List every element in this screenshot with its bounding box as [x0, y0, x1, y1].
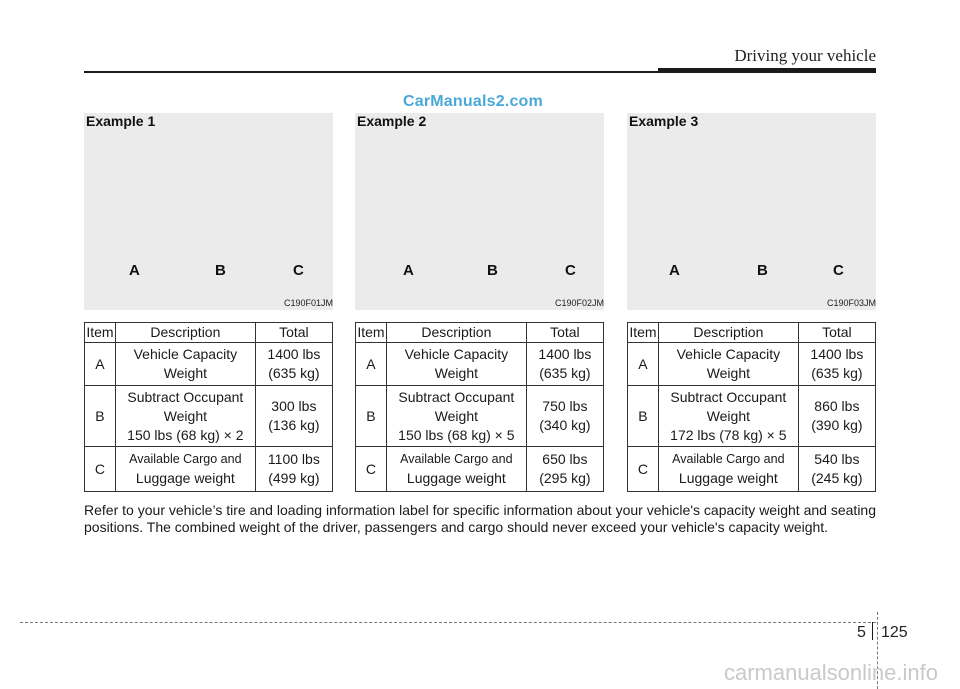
total-lbs: 1400 lbs — [267, 346, 321, 362]
table-row — [356, 343, 604, 386]
col-item: Item — [628, 323, 659, 343]
example-2-table — [355, 322, 604, 492]
page-number: 125 — [881, 624, 908, 641]
figure-labels — [84, 262, 333, 280]
total-lbs: 300 lbs — [271, 398, 317, 414]
label-a: A — [669, 262, 680, 279]
col-description: Description — [386, 323, 526, 343]
col-description: Description — [658, 323, 798, 343]
table-row — [85, 386, 333, 447]
example-1-table — [84, 322, 333, 492]
total-lbs: 540 lbs — [814, 451, 860, 467]
desc-line: Weight — [434, 407, 479, 424]
total-kg: (390 kg) — [811, 417, 863, 433]
figure-code: C190F02JM — [554, 298, 604, 308]
total-lbs: 1400 lbs — [538, 346, 592, 362]
example-title: Example 3 — [629, 113, 699, 129]
example-2-figure — [355, 113, 604, 310]
figure-labels — [355, 262, 604, 280]
desc-line: Weight — [706, 407, 751, 424]
total-lbs: 1100 lbs — [267, 451, 320, 467]
desc-line: Weight — [163, 407, 208, 424]
cell-description — [115, 386, 255, 447]
label-b: B — [487, 262, 498, 279]
desc-line: Available Cargo and — [400, 452, 513, 466]
figure-code: C190F01JM — [283, 298, 333, 308]
page-chapter: 5 — [857, 624, 866, 641]
total-lbs: 1400 lbs — [810, 346, 864, 362]
cell-total — [255, 343, 332, 386]
total-kg: (295 kg) — [539, 470, 591, 486]
cell-description — [658, 343, 798, 386]
label-a: A — [129, 262, 140, 279]
cell-item: B — [356, 386, 387, 447]
table-row — [356, 447, 604, 492]
total-kg: (136 kg) — [268, 417, 320, 433]
cell-item: B — [628, 386, 659, 447]
desc-line: 150 lbs (68 kg) × 2 — [127, 426, 244, 443]
example-title: Example 1 — [86, 113, 156, 129]
total-lbs: 750 lbs — [542, 398, 588, 414]
total-kg: (499 kg) — [268, 470, 320, 486]
desc-line: Vehicle Capacity — [404, 346, 509, 362]
header-rule-accent — [658, 68, 876, 73]
cell-description — [386, 447, 526, 492]
label-c: C — [293, 262, 304, 279]
table-header-row — [356, 323, 604, 343]
desc-line: Weight — [163, 365, 208, 381]
example-3-figure — [627, 113, 876, 310]
label-a: A — [403, 262, 414, 279]
desc-line: Subtract Occupant — [398, 388, 515, 405]
page-number-divider — [872, 622, 873, 640]
desc-line: Available Cargo and — [129, 452, 242, 466]
total-kg: (635 kg) — [811, 365, 863, 381]
desc-line: Luggage weight — [135, 470, 235, 486]
cell-item: C — [356, 447, 387, 492]
cell-total — [255, 386, 332, 447]
example-title: Example 2 — [357, 113, 427, 129]
col-total: Total — [798, 323, 875, 343]
cell-total — [798, 447, 875, 492]
table-header-row — [628, 323, 876, 343]
desc-line: Subtract Occupant — [670, 388, 787, 405]
cell-description — [658, 386, 798, 447]
cell-item: A — [628, 343, 659, 386]
col-total: Total — [255, 323, 332, 343]
cell-item: C — [85, 447, 116, 492]
total-lbs: 650 lbs — [542, 451, 588, 467]
total-kg: (340 kg) — [539, 417, 591, 433]
total-lbs: 860 lbs — [814, 398, 860, 414]
cell-description — [115, 447, 255, 492]
cell-item: B — [85, 386, 116, 447]
desc-line: Available Cargo and — [672, 452, 785, 466]
cell-total — [526, 447, 603, 492]
example-1-figure — [84, 113, 333, 310]
cell-description — [386, 386, 526, 447]
desc-line: Weight — [706, 365, 751, 381]
table-row — [628, 386, 876, 447]
cell-total — [798, 386, 875, 447]
desc-line: Weight — [434, 365, 479, 381]
desc-line: Vehicle Capacity — [676, 346, 781, 362]
example-3-table — [627, 322, 876, 492]
table-row — [628, 343, 876, 386]
figure-code: C190F03JM — [826, 298, 876, 308]
label-c: C — [833, 262, 844, 279]
cell-total — [526, 386, 603, 447]
col-total: Total — [526, 323, 603, 343]
cell-description — [115, 343, 255, 386]
col-item: Item — [356, 323, 387, 343]
total-kg: (245 kg) — [811, 470, 863, 486]
cell-total — [255, 447, 332, 492]
table-row — [628, 447, 876, 492]
label-b: B — [757, 262, 768, 279]
desc-line: Subtract Occupant — [127, 388, 244, 405]
desc-line: 150 lbs (68 kg) × 5 — [398, 426, 515, 443]
desc-line: Vehicle Capacity — [133, 346, 238, 362]
footer-rule — [20, 622, 876, 623]
desc-line: 172 lbs (78 kg) × 5 — [670, 426, 787, 443]
desc-line: Luggage weight — [406, 470, 506, 486]
cell-description — [386, 343, 526, 386]
cell-item: C — [628, 447, 659, 492]
table-header-row — [85, 323, 333, 343]
label-b: B — [215, 262, 226, 279]
label-c: C — [565, 262, 576, 279]
table-row — [356, 386, 604, 447]
watermark-bottom[interactable]: carmanualsonline.info — [723, 660, 938, 685]
cell-total — [526, 343, 603, 386]
total-kg: (635 kg) — [268, 365, 320, 381]
table-row — [85, 343, 333, 386]
table-row — [85, 447, 333, 492]
cell-item: A — [85, 343, 116, 386]
watermark-top[interactable]: CarManuals2.com — [403, 93, 543, 110]
body-paragraph: Refer to your vehicle’s tire and loading information label for specific information about your vehicle's capacity weight and seating positions. The combined weight of the driver, passengers and cargo should never exceed your vehicle's capacity weight. — [84, 502, 876, 535]
total-kg: (635 kg) — [539, 365, 591, 381]
cell-item: A — [356, 343, 387, 386]
col-description: Description — [115, 323, 255, 343]
figure-labels — [627, 262, 876, 280]
header-title: Driving your vehicle — [734, 46, 876, 65]
header-rule — [84, 71, 658, 73]
col-item: Item — [85, 323, 116, 343]
desc-line: Luggage weight — [678, 470, 778, 486]
cell-total — [798, 343, 875, 386]
cell-description — [658, 447, 798, 492]
